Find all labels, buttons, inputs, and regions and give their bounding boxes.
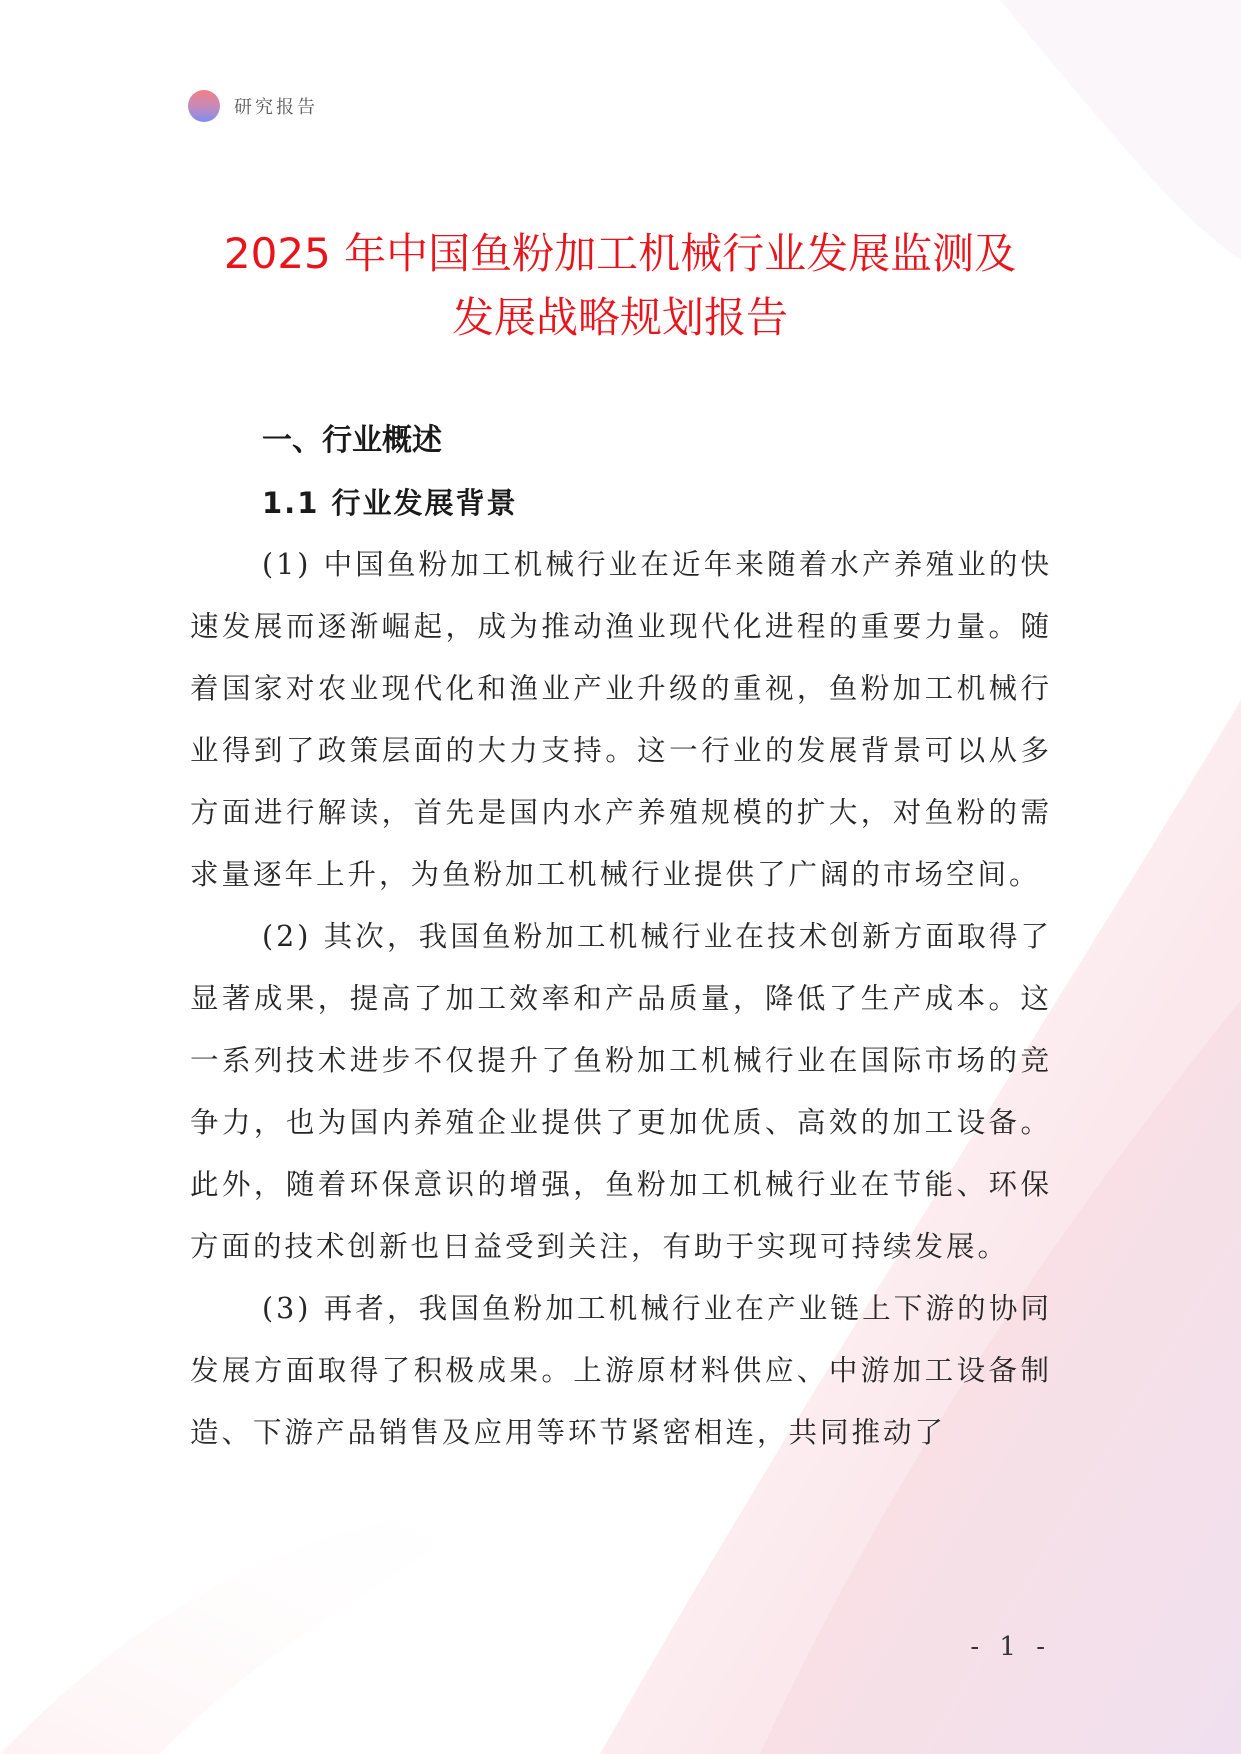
page-number: - 1 - bbox=[970, 1632, 1051, 1662]
header-label: 研究报告 bbox=[234, 97, 318, 118]
report-header bbox=[188, 88, 318, 124]
paragraph-1: (1) 中国鱼粉加工机械行业在近年来随着水产养殖业的快速发展而逐渐崛起，成为推动渔业现代化进程的重要力量。随着国家对农业现代化和渔业产业升级的重视，鱼粉加工机械行业得到了政策层面的大力支持。这一行业的发展背景可以从多方面进行解读，首先是国内水产养殖规模的扩大，对鱼粉的需求量逐年上升，为鱼粉加工机械行业提供了广阔的市场空间。 bbox=[190, 548, 1052, 891]
subsection-heading: 1.1 行业发展背景 bbox=[262, 486, 518, 520]
section-heading: 一、行业概述 bbox=[262, 423, 442, 458]
document-body bbox=[190, 410, 1052, 1464]
document-title bbox=[150, 222, 1090, 350]
paragraph-2: (2) 其次，我国鱼粉加工机械行业在技术创新方面取得了显著成果，提高了加工效率和产品质量，降低了生产成本。这一系列技术进步不仅提升了鱼粉加工机械行业在国际市场的竞争力，也为国内养殖企业提供了更加优质、高效的加工设备。此外，随着环保意识的增强，鱼粉加工机械行业在节能、环保方面的技术创新也日益受到关注，有助于实现可持续发展。 bbox=[190, 920, 1052, 1263]
logo-circle-icon bbox=[188, 90, 220, 122]
title-line-1: 2025 年中国鱼粉加工机械行业发展监测及 bbox=[223, 229, 1017, 278]
paragraph-3: (3) 再者，我国鱼粉加工机械行业在产业链上下游的协同发展方面取得了积极成果。上游原材料供应、中游加工设备制造、下游产品销售及应用等环节紧密相连，共同推动了 bbox=[190, 1292, 1052, 1449]
title-line-2: 发展战略规划报告 bbox=[451, 293, 788, 342]
